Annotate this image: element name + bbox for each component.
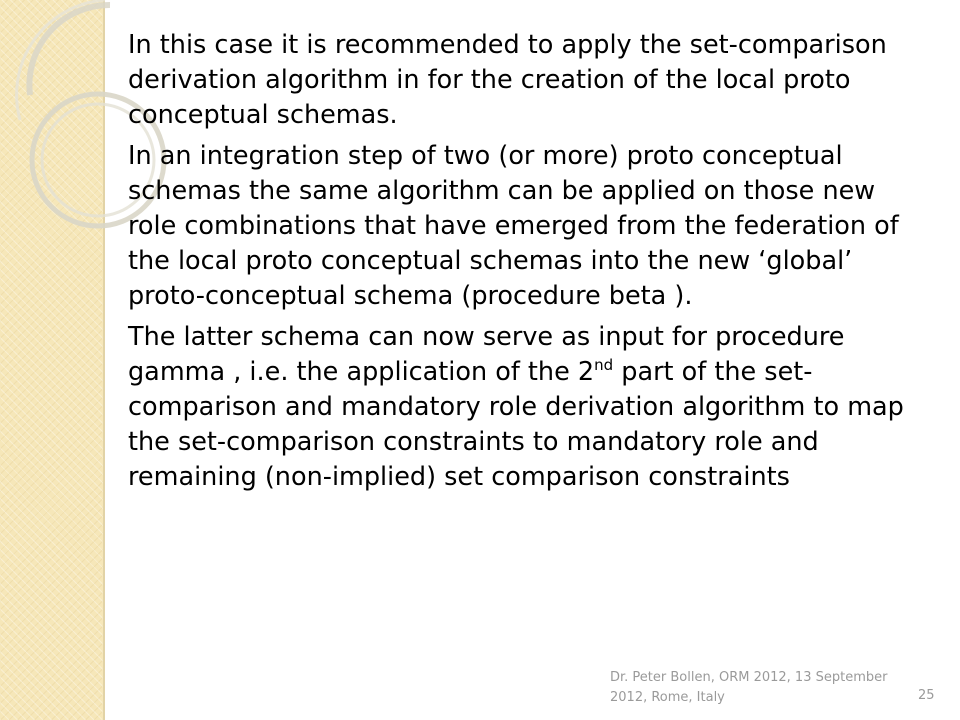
ordinal-superscript: nd: [594, 356, 614, 374]
decorative-side-band: [0, 0, 103, 720]
paragraph-3-start: The latter schema can now serve as input for procedure gamma , i.e. the application of the 2: [128, 322, 845, 387]
body-paragraph-3: [128, 320, 928, 495]
body-paragraph-1: In this case it is recommended to apply the set-comparison derivation algorithm in for the creation of the local proto conceptual schemas.: [128, 30, 887, 130]
slide-body: [128, 28, 928, 501]
side-band-edge: [103, 0, 105, 720]
body-paragraph-2: In an integration step of two (or more) proto conceptual schemas the same algorithm can be applied on those new role combinations that have emerged from the federation of the local proto conceptual schemas into the new ‘global’ proto-conceptual schema (procedure beta ).: [128, 141, 899, 311]
slide-footer: Dr. Peter Bollen, ORM 2012, 13 September 2012, Rome, Italy: [610, 670, 888, 705]
paragraph-3-end: part of the set-comparison and mandatory role derivation algorithm to map the set-comparison constraints to mandatory role and remaining (non-implied) set comparison constraints: [128, 357, 904, 492]
page-number: 25: [918, 688, 935, 703]
